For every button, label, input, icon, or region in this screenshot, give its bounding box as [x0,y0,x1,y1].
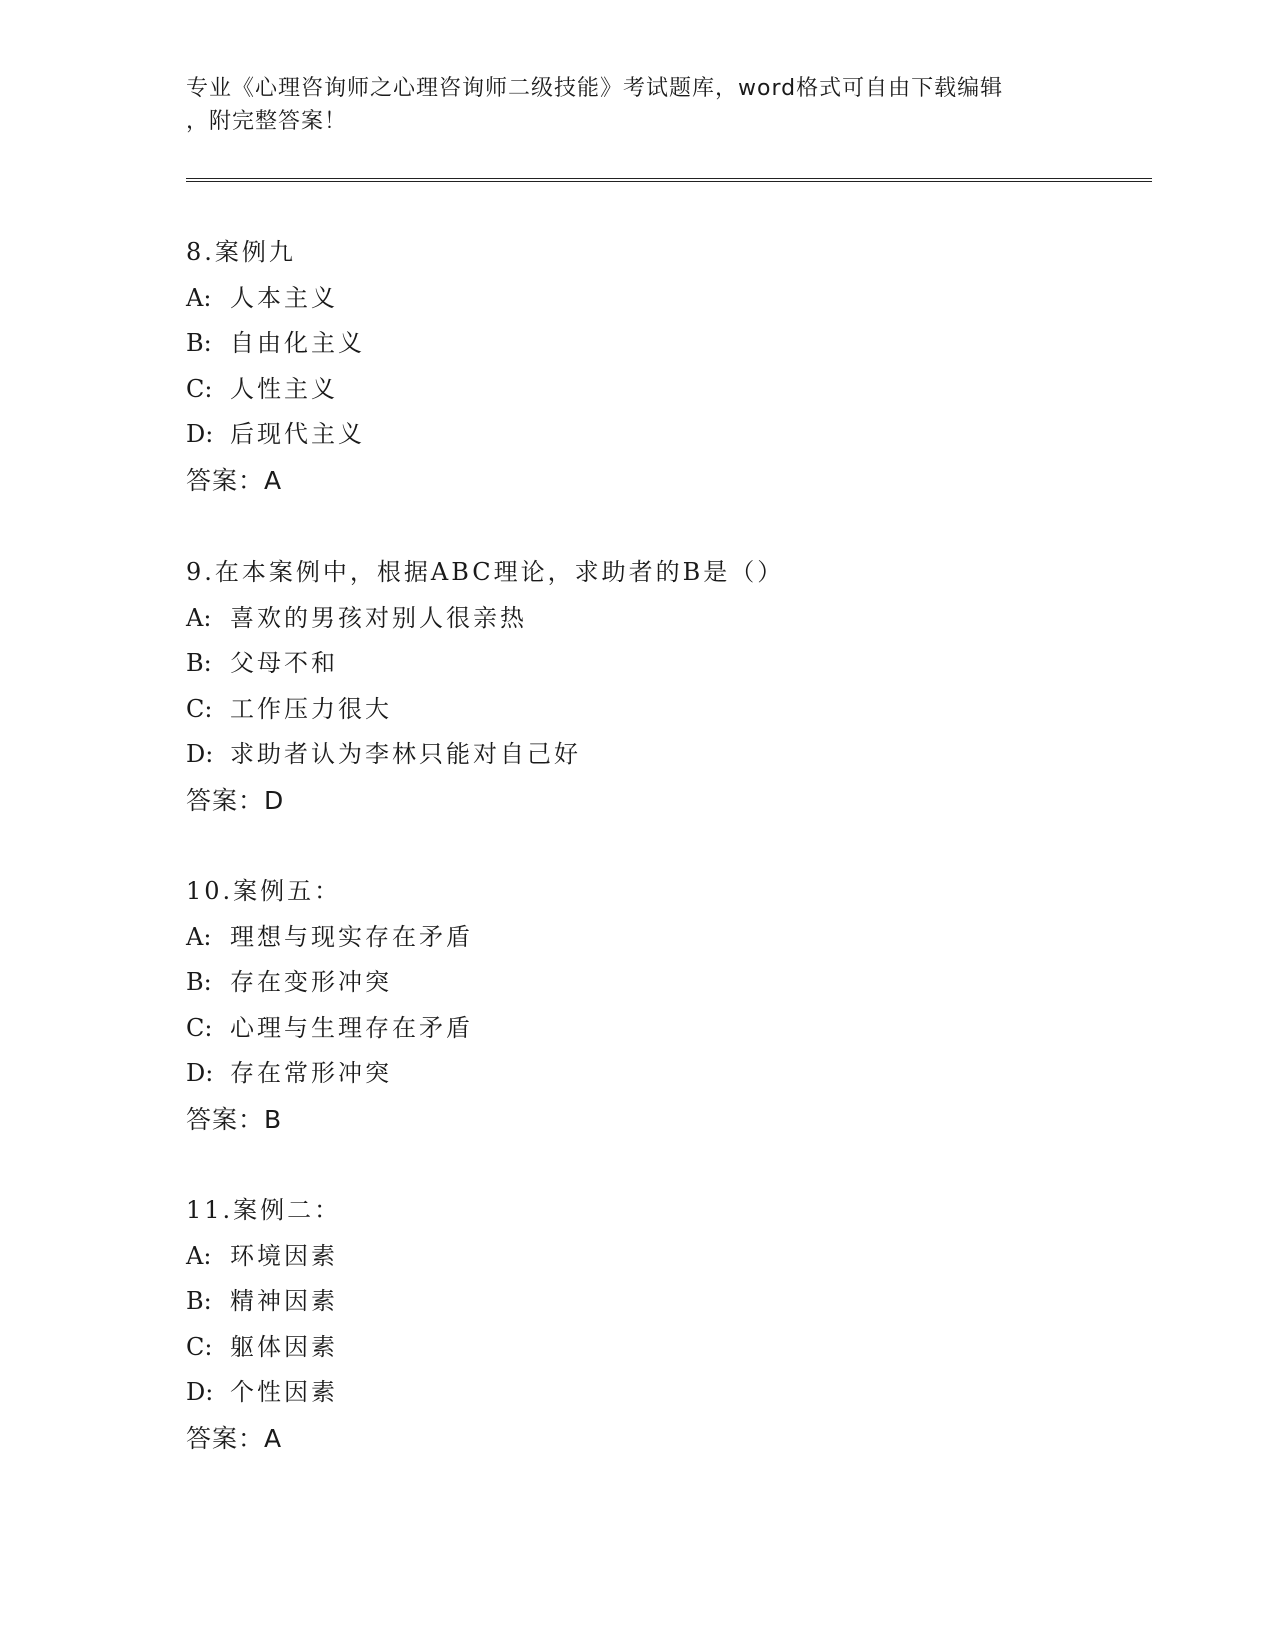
question-title: 9.在本案例中，根据ABC理论，求助者的B是（） [186,558,785,586]
option-a [186,1234,1086,1280]
answer: 答案：B [186,1104,283,1134]
option-label: A: [186,922,212,951]
option-label: C: [186,694,213,723]
option-label: B: [186,968,212,996]
header-line-2: ，附完整答案！ [186,109,348,134]
option-label: B: [186,649,212,677]
option-text: 求助者认为李林只能对自己好 [230,740,581,768]
option-a [186,915,1086,961]
option-b [186,960,1086,1006]
answer: 答案：A [186,1423,283,1453]
option-a [186,596,1086,642]
question-10 [186,869,1086,1142]
answer: 答案：D [186,785,285,815]
option-label: C: [186,374,213,403]
option-b [186,1279,1086,1325]
option-label: C: [186,1013,213,1042]
question-title: 8.案例九 [186,238,296,266]
option-text: 存在常形冲突 [230,1059,392,1087]
option-c [186,367,1086,413]
option-text: 自由化主义 [230,329,365,357]
question-title: 10.案例五： [186,877,342,905]
option-label: A: [186,603,212,632]
question-title: 11.案例二： [186,1196,342,1224]
option-c [186,1006,1086,1052]
question-8 [186,230,1086,503]
option-text: 工作压力很大 [230,694,392,723]
option-label: B: [186,1287,212,1315]
answer: 答案：A [186,465,283,495]
question-11 [186,1188,1086,1461]
option-d [186,1051,1086,1097]
option-text: 躯体因素 [230,1332,338,1361]
option-label: C: [186,1332,213,1361]
option-b [186,321,1086,367]
option-d [186,732,1086,778]
document-header [186,72,1086,138]
option-label: A: [186,283,212,312]
option-b [186,641,1086,687]
option-text: 个性因素 [230,1378,338,1406]
option-label: D: [186,1378,214,1406]
question-9 [186,550,1086,823]
option-c [186,687,1086,733]
option-d [186,412,1086,458]
option-text: 后现代主义 [230,420,365,448]
option-text: 人本主义 [230,283,338,312]
option-text: 存在变形冲突 [230,968,392,996]
option-text: 喜欢的男孩对别人很亲热 [230,603,527,632]
header-double-rule [186,178,1152,182]
option-d [186,1370,1086,1416]
option-a [186,276,1086,322]
option-label: A: [186,1241,212,1270]
option-label: B: [186,329,212,357]
option-text: 人性主义 [230,374,338,403]
option-text: 精神因素 [230,1287,338,1315]
option-text: 环境因素 [230,1241,338,1270]
option-label: D: [186,740,214,768]
header-line-1: 专业《心理咨询师之心理咨询师二级技能》考试题库，word格式可自由下载编辑 [186,76,1004,101]
option-text: 理想与现实存在矛盾 [230,922,473,951]
option-c [186,1325,1086,1371]
option-text: 心理与生理存在矛盾 [230,1013,473,1042]
option-text: 父母不和 [230,649,338,677]
option-label: D: [186,1059,214,1087]
option-label: D: [186,420,214,448]
